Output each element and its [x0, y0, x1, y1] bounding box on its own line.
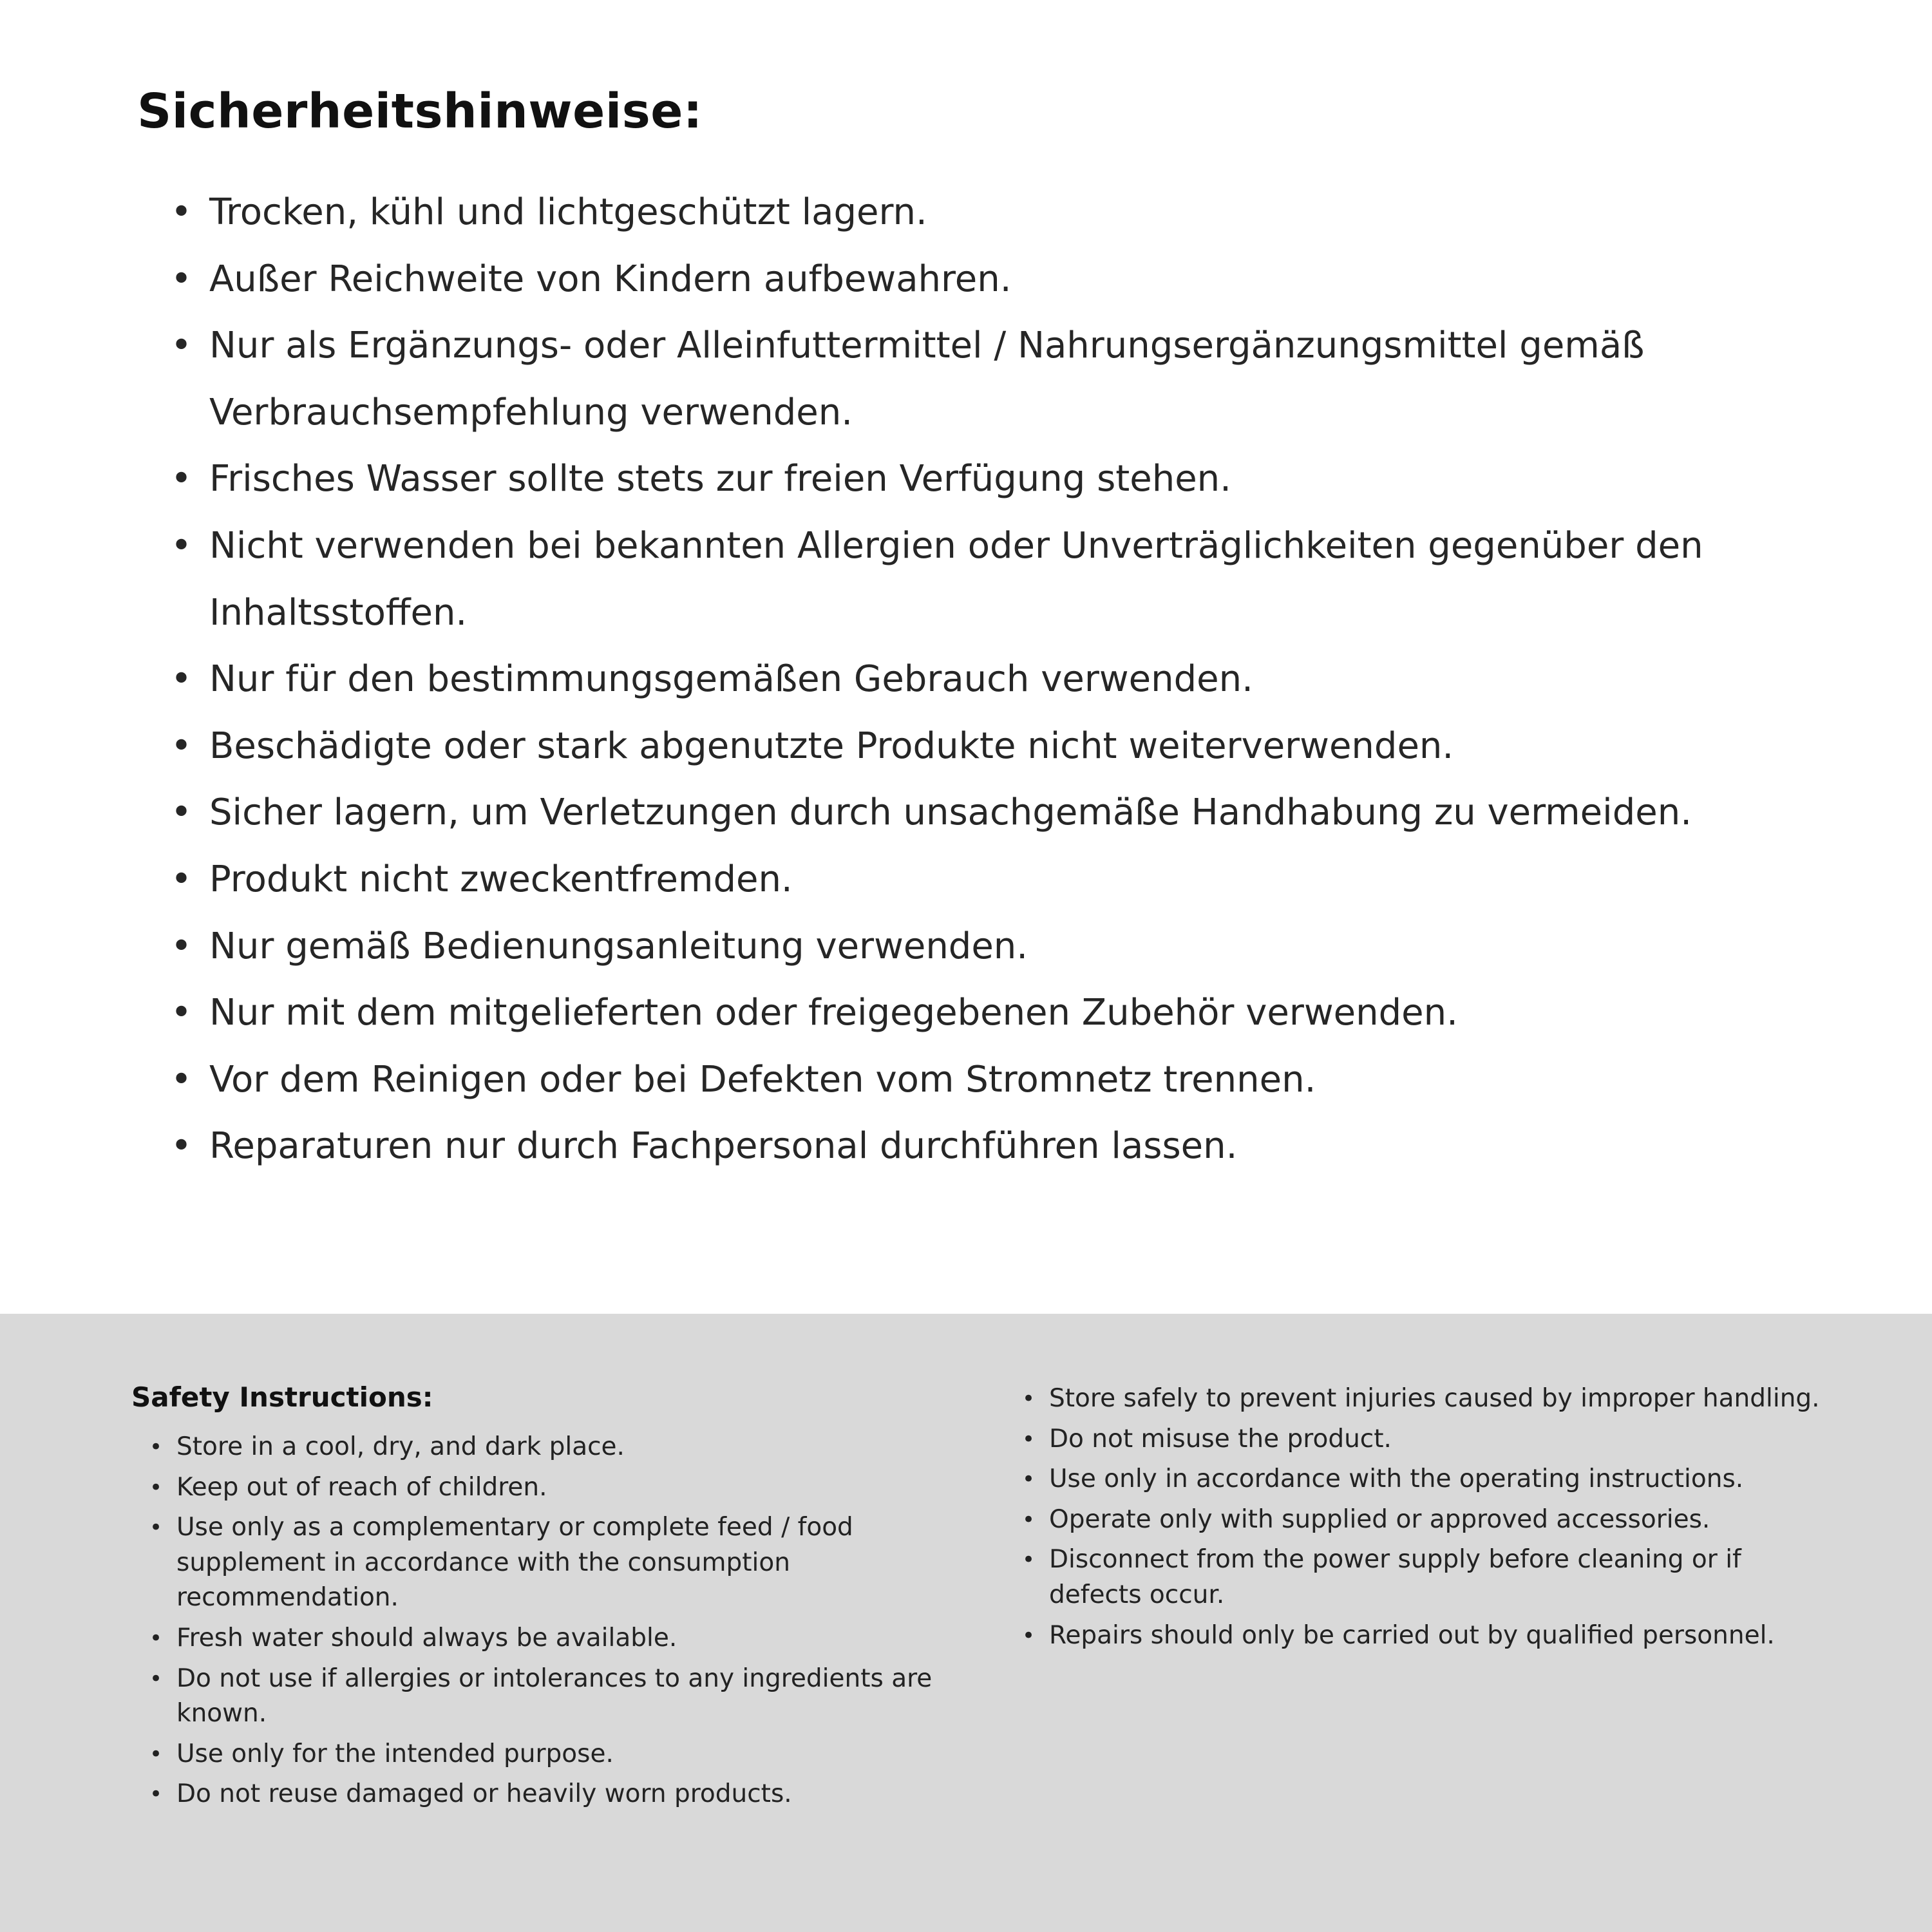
german-safety-list-item: • Trocken, kühl und lichtgeschützt lagern. — [171, 179, 1829, 246]
english-safety-list-item: • Use only for the intended purpose. — [149, 1737, 945, 1772]
german-safety-list-item: • Vor dem Reinigen oder bei Defekten vom Stromnetz trennen. — [171, 1046, 1829, 1113]
english-section-heading: Safety Instructions: — [131, 1381, 433, 1413]
german-safety-list-item: • Frisches Wasser sollte stets zur freien Verfügung stehen. — [171, 446, 1829, 513]
english-safety-list-item: • Fresh water should always be available. — [149, 1621, 945, 1656]
german-safety-list-item: • Beschädigte oder stark abgenutzte Produkte nicht weiterverwenden. — [171, 713, 1829, 780]
german-safety-list — [171, 179, 1829, 1180]
english-safety-list-left — [149, 1430, 945, 1812]
english-left-column — [131, 1381, 945, 1932]
german-safety-list-item: • Nur gemäß Bedienungsanleitung verwenden. — [171, 913, 1829, 980]
german-safety-list-item: • Sicher lagern, um Verletzungen durch unsachgemäße Handhabung zu vermeiden. — [171, 779, 1829, 846]
german-safety-list-item: • Nur mit dem mitgelieferten oder freigegebenen Zubehör verwenden. — [171, 980, 1829, 1046]
english-safety-list-item: • Store safely to prevent injuries caused by improper handling. — [1022, 1381, 1835, 1417]
german-safety-list-item: • Nur als Ergänzungs- oder Alleinfuttermittel / Nahrungsergänzungsmittel gemäß Verbrauchsempfehlung verwenden. — [171, 312, 1829, 446]
english-safety-list-right — [1022, 1381, 1835, 1653]
german-safety-list-item: • Produkt nicht zweckentfremden. — [171, 846, 1829, 913]
german-safety-list-item: • Reparaturen nur durch Fachpersonal durchführen lassen. — [171, 1113, 1829, 1180]
english-safety-section — [0, 1314, 1932, 1932]
english-safety-list-item: • Store in a cool, dry, and dark place. — [149, 1430, 945, 1465]
english-safety-list-item: • Disconnect from the power supply before cleaning or if defects occur. — [1022, 1542, 1835, 1613]
german-safety-list-item: • Nicht verwenden bei bekannten Allergien oder Unverträglichkeiten gegenüber den Inhaltsstoffen. — [171, 513, 1829, 646]
english-safety-list-item: • Do not misuse the product. — [1022, 1422, 1835, 1457]
english-safety-list-item: • Do not reuse damaged or heavily worn products. — [149, 1777, 945, 1812]
english-safety-list-item: • Keep out of reach of children. — [149, 1470, 945, 1506]
english-right-column — [1022, 1381, 1835, 1932]
english-safety-list-item: • Operate only with supplied or approved accessories. — [1022, 1502, 1835, 1538]
english-safety-list-item: • Use only as a complementary or complete feed / food supplement in accordance with the consumption recommendation. — [149, 1510, 945, 1616]
german-section-heading: Sicherheitshinweise: — [137, 84, 703, 139]
english-safety-list-item: • Do not use if allergies or intolerances to any ingredients are known. — [149, 1662, 945, 1732]
german-safety-list-item: • Nur für den bestimmungsgemäßen Gebrauch verwenden. — [171, 646, 1829, 713]
english-safety-list-item: • Use only in accordance with the operating instructions. — [1022, 1462, 1835, 1497]
german-safety-list-item: • Außer Reichweite von Kindern aufbewahren. — [171, 246, 1829, 313]
english-safety-list-item: • Repairs should only be carried out by qualified personnel. — [1022, 1618, 1835, 1654]
